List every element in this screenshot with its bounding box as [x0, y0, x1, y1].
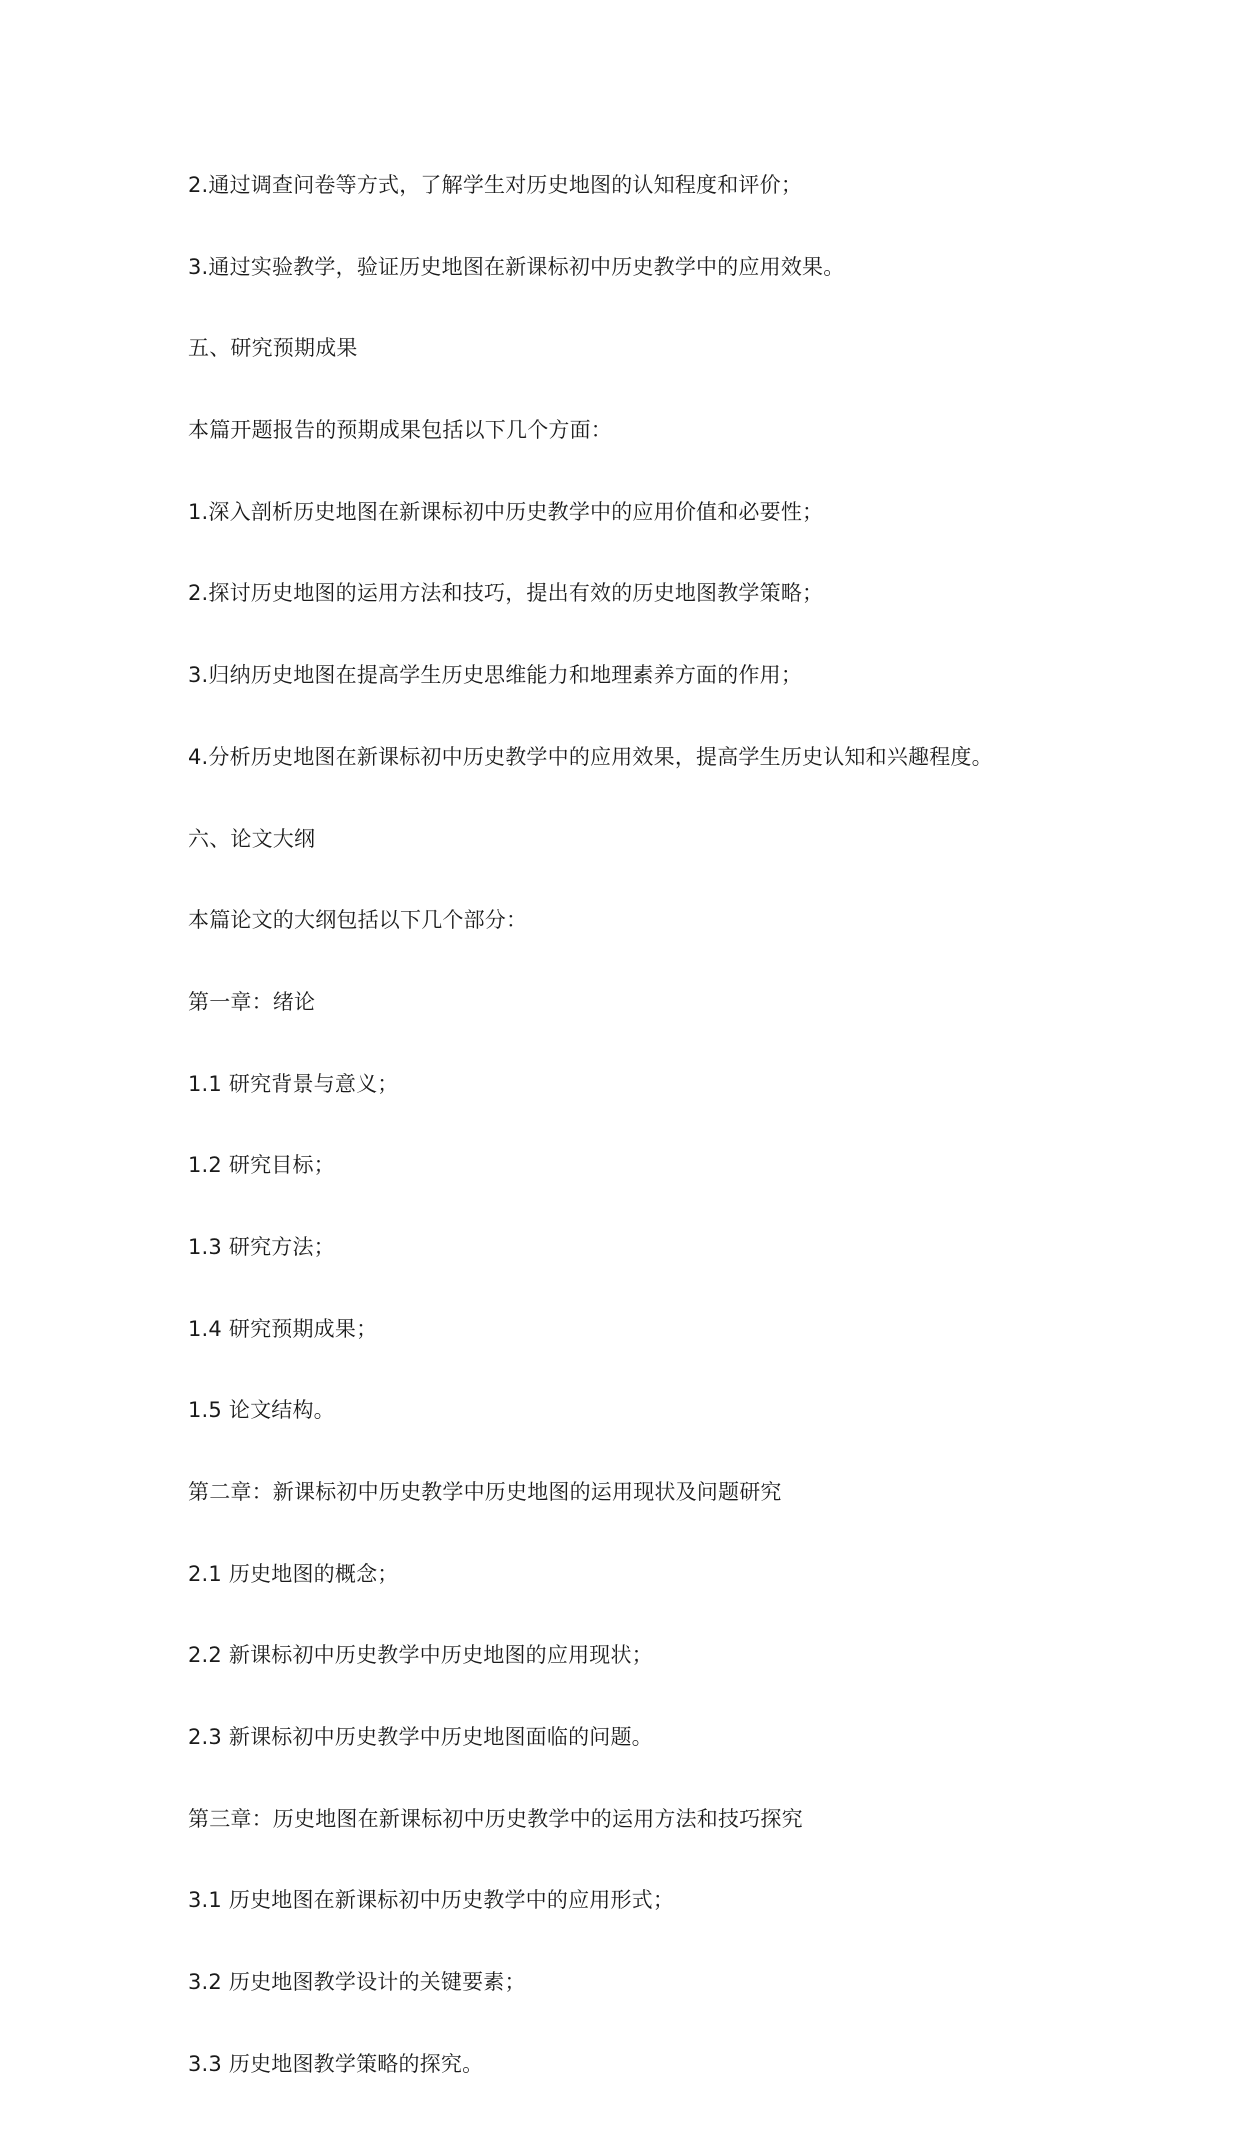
- outline-item-2-2: 2.2 新课标初中历史教学中历史地图的应用现状；: [188, 1643, 653, 1668]
- paragraph-outline-intro: 本篇论文的大纲包括以下几个部分：: [188, 908, 528, 933]
- chapter-heading-1: 第一章：绪论: [188, 989, 316, 1014]
- list-item-research-method-2: 2.通过调查问卷等方式，了解学生对历史地图的认知程度和评价；: [188, 173, 803, 197]
- list-item-expected-result-3: 3.归纳历史地图在提高学生历史思维能力和地理素养方面的作用；: [188, 663, 803, 688]
- list-item-research-method-3: 3.通过实验教学，验证历史地图在新课标初中历史教学中的应用效果。: [188, 254, 845, 279]
- outline-item-2-1: 2.1 历史地图的概念；: [188, 1561, 399, 1586]
- list-item-expected-result-2: 2.探讨历史地图的运用方法和技巧，提出有效的历史地图教学策略；: [188, 581, 824, 606]
- outline-item-3-3: 3.3 历史地图教学策略的探究。: [188, 2051, 484, 2076]
- outline-item-2-3: 2.3 新课标初中历史教学中历史地图面临的问题。: [188, 1725, 653, 1750]
- section-heading-expected-results: 五、研究预期成果: [188, 336, 358, 361]
- outline-item-1-3: 1.3 研究方法；: [188, 1234, 335, 1259]
- document-body: [188, 152, 1168, 2134]
- outline-item-3-2: 3.2 历史地图教学设计的关键要素；: [188, 1970, 526, 1995]
- outline-item-1-5: 1.5 论文结构。: [188, 1398, 335, 1423]
- outline-item-1-2: 1.2 研究目标；: [188, 1153, 335, 1178]
- outline-item-3-1: 3.1 历史地图在新课标初中历史教学中的应用形式；: [188, 1888, 675, 1913]
- chapter-heading-2: 第二章：新课标初中历史教学中历史地图的运用现状及问题研究: [188, 1480, 782, 1504]
- list-item-expected-result-4: 4.分析历史地图在新课标初中历史教学中的应用效果，提高学生历史认知和兴趣程度。: [188, 744, 993, 769]
- paragraph-expected-results-intro: 本篇开题报告的预期成果包括以下几个方面：: [188, 418, 612, 443]
- outline-item-1-1: 1.1 研究背景与意义；: [188, 1071, 399, 1096]
- list-item-expected-result-1: 1.深入剖析历史地图在新课标初中历史教学中的应用价值和必要性；: [188, 499, 824, 524]
- chapter-heading-3: 第三章：历史地图在新课标初中历史教学中的运用方法和技巧探究: [188, 1806, 803, 1831]
- section-heading-outline: 六、论文大纲: [188, 826, 316, 851]
- outline-item-1-4: 1.4 研究预期成果；: [188, 1316, 378, 1341]
